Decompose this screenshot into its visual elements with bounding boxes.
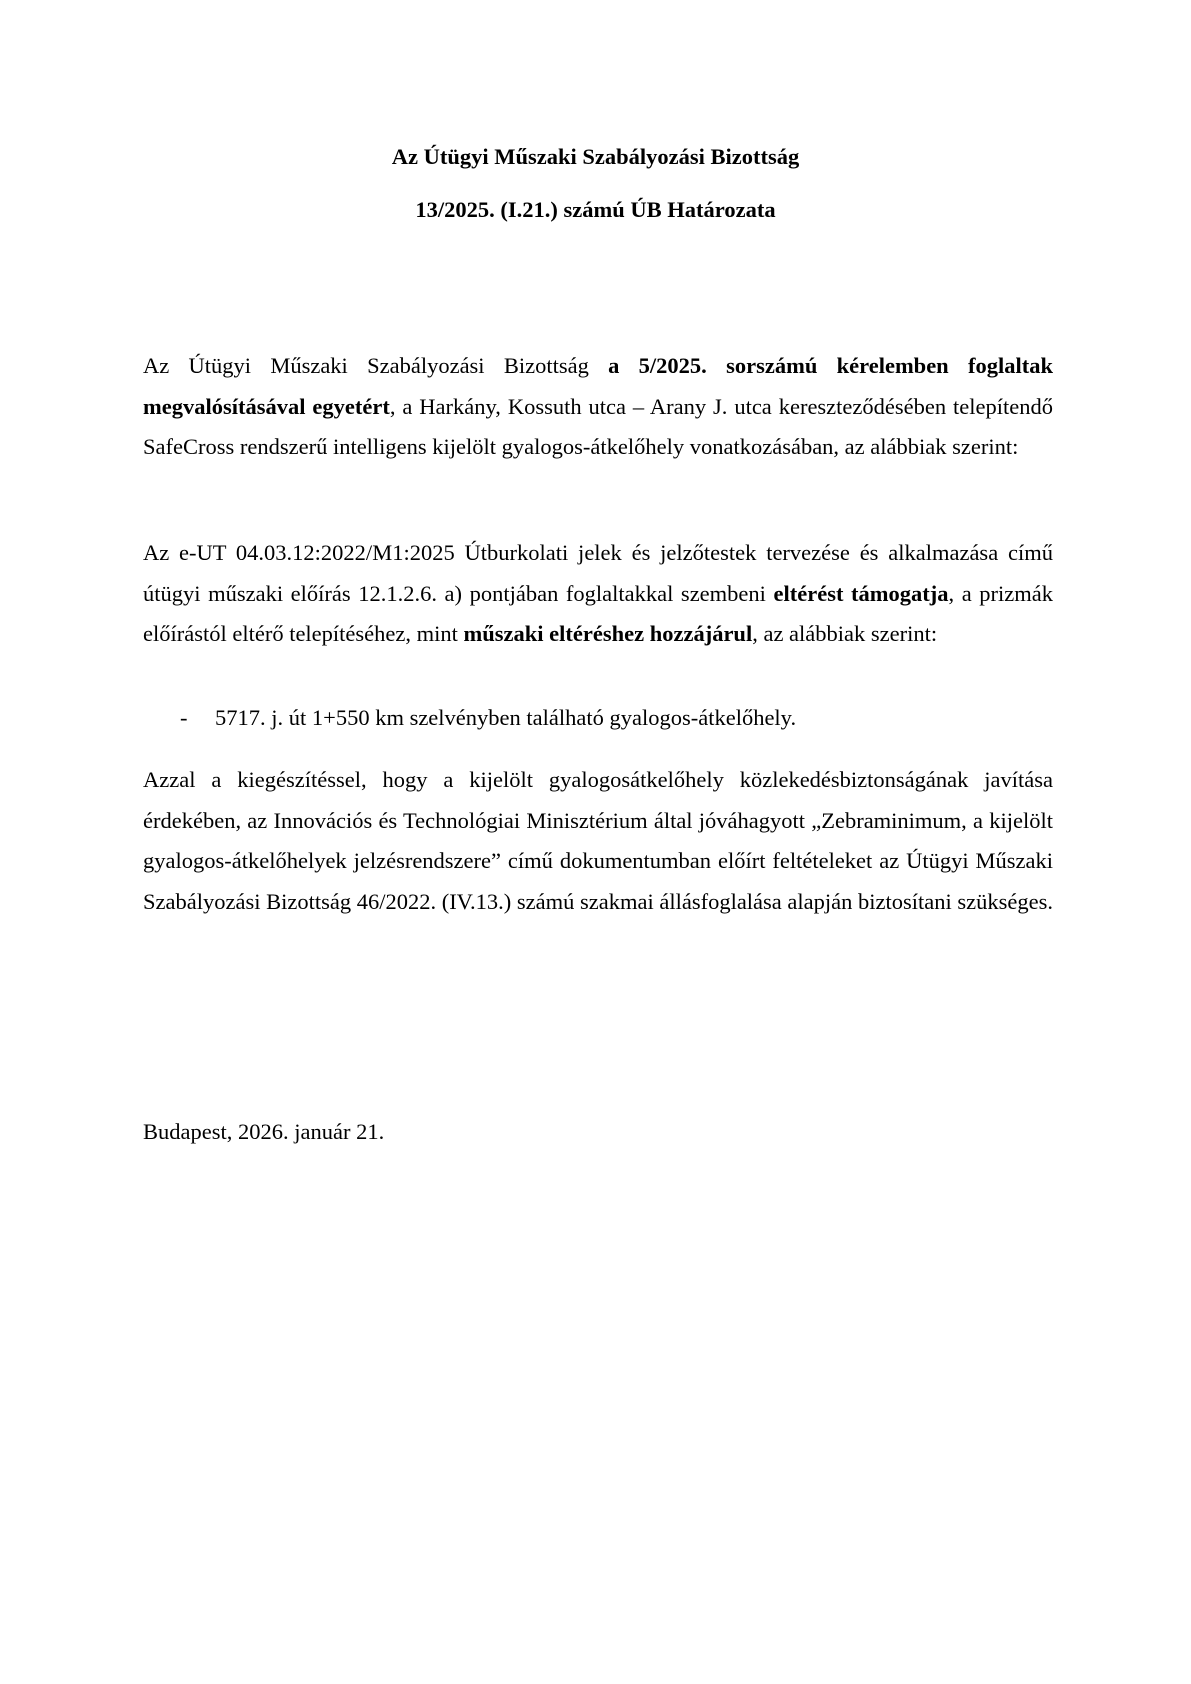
paragraph-deviation-text-1: Az e-UT 04.03.12:2022/M1:2025 Útburkolati jelek és jelzőtestek tervezése és alkalmazása című útügyi műszaki előírás 12.1.2.6. a) pontjában foglaltakkal szembeni [143, 540, 1053, 606]
paragraph-decision-bold-1: a 5/2025. sorszámú kérelemben foglaltak megvalósításával egyetért [143, 353, 1053, 419]
paragraph-supplement: Azzal a kiegészítéssel, hogy a kijelölt gyalogosátkelőhely közlekedésbiztonságának javítása érdekében, az Innovációs és Technológiai Minisztérium által jóváhagyott „Zebraminimum, a kijelölt gyalogos-átkelőhelyek jelzésrendszere” című dokumentumban előírt feltételeket az Útügyi Műszaki Szabályozási Bizottság 46/2022. (IV.13.) számú szakmai állásfoglalása alapján biztosítani szükséges. [143, 767, 1053, 914]
paragraph-deviation-text-2: , a prizmák előírástól eltérő telepítéséhez, mint [143, 580, 1053, 646]
paragraph-deviation-bold-2: műszaki eltéréshez hozzájárul [463, 621, 753, 646]
document-title-committee: Az Útügyi Műszaki Szabályozási Bizottság [391, 144, 800, 169]
list-item-text: 5717. j. út 1+550 km szelvényben található gyalogos-átkelőhely. [215, 705, 797, 730]
paragraph-decision-text-1: Az Útügyi Műszaki Szabályozási Bizottság [143, 353, 609, 378]
paragraph-decision-text-2: , a Harkány, Kossuth utca – Arany J. utca kereszteződésében telepítendő SafeCross rendszerű intelligens kijelölt gyalogos-átkelőhely vonatkozásában, az alábbiak szerint: [143, 393, 1053, 459]
paragraph-deviation [143, 533, 1053, 655]
paragraph-decision [143, 346, 1053, 468]
list-item [143, 698, 1053, 739]
list-item-dash: - [180, 705, 188, 730]
paragraph-deviation-bold-1: eltérést támogatja [773, 580, 949, 606]
date-line: Budapest, 2026. január 21. [143, 1119, 385, 1144]
document-title-resolution: 13/2025. (I.21.) számú ÚB Határozata [415, 197, 776, 222]
paragraph-deviation-text-3: , az alábbiak szerint: [752, 621, 938, 646]
location-list [143, 698, 1053, 739]
